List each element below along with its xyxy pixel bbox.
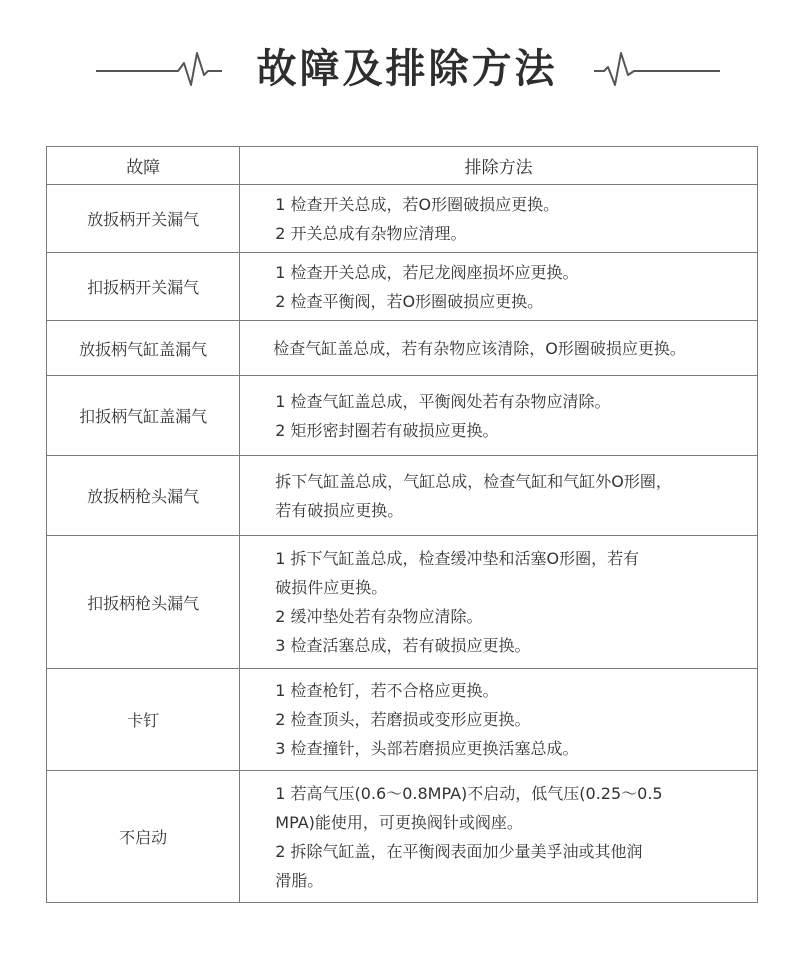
method-line: 2 拆除气缸盖，在平衡阀表面加少量美孚油或其他润: [275, 841, 643, 861]
fault-name: 扣扳柄气缸盖漏气: [47, 376, 240, 456]
method-line: 1 拆下气缸盖总成，检查缓冲垫和活塞O形圈，若有: [275, 549, 640, 568]
method-line: 1 检查开关总成，若O形圈破损应更换。: [275, 194, 560, 214]
method-cell: [240, 536, 758, 669]
fault-table: [46, 146, 758, 903]
method-line: 1 检查气缸盖总成，平衡阀处若有杂物应清除。: [275, 391, 611, 411]
method-line: 2 矩形密封圈若有破损应更换。: [275, 420, 499, 440]
method-line: 2 检查顶头，若磨损或变形应更换。: [275, 710, 531, 729]
method-cell: [240, 456, 758, 536]
fault-name: 扣扳柄枪头漏气: [47, 536, 240, 669]
table-row: [47, 376, 758, 456]
table-row: [47, 456, 758, 536]
table-row: [47, 253, 758, 321]
method-line: 拆下气缸盖总成，气缸总成，检查气缸和气缸外O形圈，: [275, 471, 672, 491]
table-row: [47, 536, 758, 669]
table-row: [47, 185, 758, 253]
method-line: 2 开关总成有杂物应清理。: [275, 223, 467, 243]
method-cell: [240, 376, 758, 456]
method-line: 滑脂。: [275, 870, 324, 890]
method-line: 2 检查平衡阀，若O形圈破损应更换。: [275, 291, 544, 311]
heartbeat-line-left-icon: [96, 38, 222, 100]
fault-name: 扣扳柄开关漏气: [47, 253, 240, 321]
page-header: [0, 38, 790, 100]
method-line: 1 若高气压(0.6～0.8MPA)不启动，低气压(0.25～0.5: [275, 783, 663, 803]
method-line: 3 检查活塞总成，若有破损应更换。: [275, 636, 531, 655]
method-line: 1 检查枪钉，若不合格应更换。: [275, 681, 499, 700]
method-cell: [240, 185, 758, 253]
heartbeat-line-right-icon: [594, 38, 720, 100]
fault-name: 放扳柄枪头漏气: [47, 456, 240, 536]
method-cell: [240, 253, 758, 321]
fault-name: 放扳柄开关漏气: [47, 185, 240, 253]
method-line: 1 检查开关总成，若尼龙阀座损坏应更换。: [275, 262, 579, 282]
method-line: 破损件应更换。: [275, 578, 388, 597]
method-line: 检查气缸盖总成，若有杂物应该清除，O形圈破损应更换。: [273, 338, 686, 358]
method-cell: [240, 771, 758, 903]
table-row: [47, 771, 758, 903]
table-row: [47, 321, 758, 376]
header-fault: 故障: [47, 147, 240, 185]
table-header-row: [47, 147, 758, 185]
method-line: 若有破损应更换。: [275, 500, 404, 520]
method-line: MPA)能使用，可更换阀针或阀座。: [275, 812, 523, 832]
fault-name: 放扳柄气缸盖漏气: [47, 321, 240, 376]
method-cell: [240, 321, 758, 376]
table-row: [47, 669, 758, 771]
header-method: 排除方法: [240, 147, 758, 185]
method-line: 2 缓冲垫处若有杂物应清除。: [275, 607, 483, 626]
method-cell: [240, 669, 758, 771]
method-line: 3 检查撞针，头部若磨损应更换活塞总成。: [275, 739, 579, 758]
fault-name: 不启动: [47, 771, 240, 903]
page-title: 故障及排除方法: [256, 46, 558, 92]
fault-name: 卡钉: [47, 669, 240, 771]
